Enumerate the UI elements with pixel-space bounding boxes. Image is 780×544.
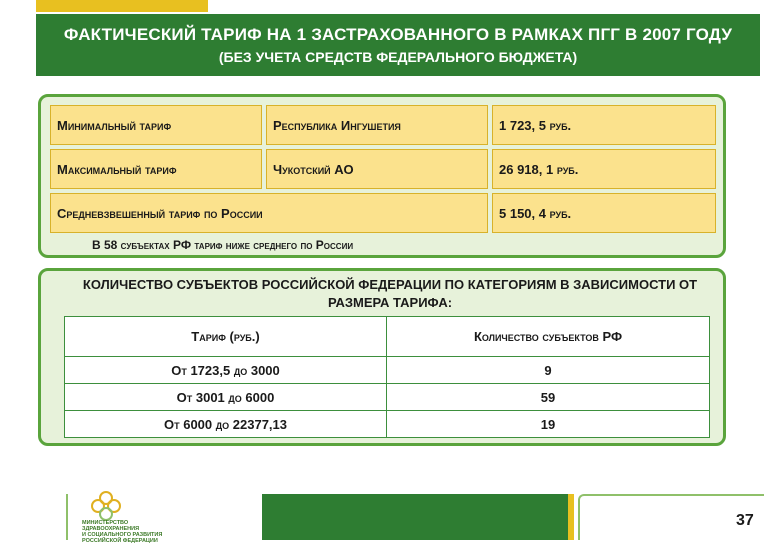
column-header-count: Количество субъектов РФ (387, 317, 710, 357)
title-banner (36, 14, 760, 76)
category-title-line-1: КОЛИЧЕСТВО СУБЪЕКТОВ РОССИЙСКОЙ ФЕДЕРАЦИИ ПО КАТЕГОРИЯМ В ЗАВИСИМОСТИ ОТ (82, 277, 698, 292)
ministry-name-line-3: И СОЦИАЛЬНОГО РАЗВИТИЯ (82, 532, 163, 538)
min-tariff-value: 1 723, 5 руб. (492, 105, 716, 145)
footer-yellow-stripe (568, 494, 574, 540)
min-tariff-label: Минимальный тариф (50, 105, 262, 145)
ministry-name-line-4: РОССИЙСКОЙ ФЕДЕРАЦИИ (82, 538, 158, 544)
max-tariff-region: Чукотский АО (266, 149, 488, 189)
table-row (65, 411, 710, 438)
avg-tariff-value: 5 150, 4 руб. (492, 193, 716, 233)
ministry-name-line-1: МИНИСТЕРСТВО (82, 520, 129, 526)
footer-divider (66, 494, 68, 540)
ministry-logo-icon (86, 490, 126, 522)
category-table (64, 316, 710, 438)
max-tariff-label: Максимальный тариф (50, 149, 262, 189)
ministry-name (82, 520, 222, 544)
title-line-1: ФАКТИЧЕСКИЙ ТАРИФ НА 1 ЗАСТРАХОВАННОГО В РАМКАХ ПГГ В 2007 ГОДУ (63, 25, 733, 44)
table-header-row (65, 317, 710, 357)
count-cell: 59 (387, 384, 710, 411)
max-tariff-value: 26 918, 1 руб. (492, 149, 716, 189)
column-header-tariff: Тариф (руб.) (65, 317, 387, 357)
count-cell: 9 (387, 357, 710, 384)
top-accent-strip (36, 0, 208, 12)
count-cell: 19 (387, 411, 710, 438)
category-title (0, 276, 780, 312)
avg-tariff-label: Средневзвешенный тариф по России (50, 193, 488, 233)
page-number: 37 (736, 512, 754, 529)
below-average-note: В 58 субъектах РФ тариф ниже среднего по России (92, 238, 354, 252)
title-line-2: (БЕЗ УЧЕТА СРЕДСТВ ФЕДЕРАЛЬНОГО БЮДЖЕТА) (218, 49, 578, 65)
range-cell: От 6000 до 22377,13 (65, 411, 387, 438)
range-cell: От 3001 до 6000 (65, 384, 387, 411)
range-cell: От 1723,5 до 3000 (65, 357, 387, 384)
ministry-name-line-2: ЗДРАВООХРАНЕНИЯ (82, 526, 140, 532)
table-row (65, 357, 710, 384)
footer-green-block (262, 494, 568, 540)
category-title-line-2: РАЗМЕРА ТАРИФА: (327, 295, 453, 310)
min-tariff-region: Республика Ингушетия (266, 105, 488, 145)
table-row (65, 384, 710, 411)
